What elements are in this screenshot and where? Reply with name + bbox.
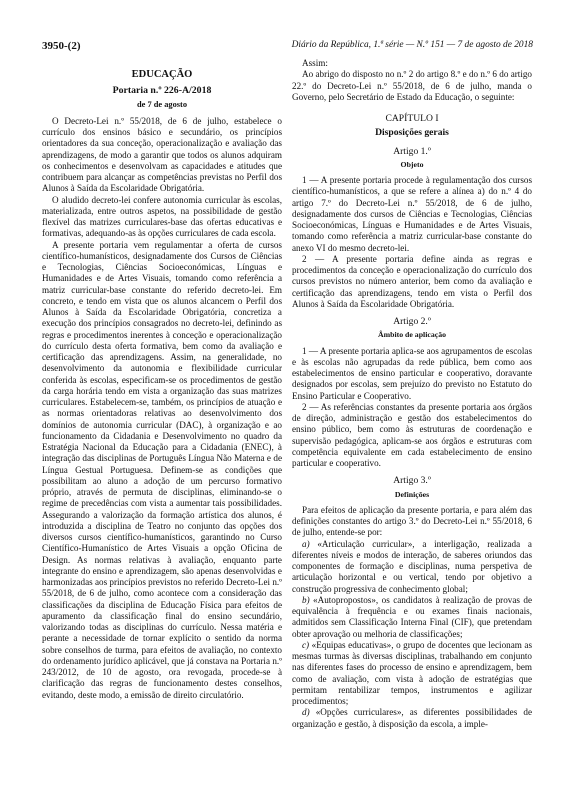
definition-letter: c) (302, 639, 310, 650)
page-number: 3950-(2) (42, 40, 81, 52)
assim-text: Assim: (302, 58, 328, 68)
article-1-title: Objeto (400, 159, 424, 169)
article-3-title: Definições (394, 489, 430, 499)
section-heading: EDUCAÇÃO (131, 69, 193, 80)
ao-abrigo-text: Ao abrigo do disposto no n.º 2 do artigo 8.º e do n.º 6 do artigo 22.º do Decreto-Lei n.º 55/2018, de 6 de julho, manda o Governo, pelo Secretário de Estado da Educação, o seguinte: (292, 69, 532, 102)
right-column (292, 58, 532, 730)
definition-b (292, 595, 532, 640)
definition-d (292, 707, 532, 730)
article-2-title: Âmbito de aplicação (377, 330, 446, 340)
article-2-heading: Artigo 2.º (393, 316, 431, 327)
definition-text: «Equipas educativas», o grupo de docentes que lecionam as mesmas turmas às diversas disciplinas, trabalhando em conjunto nas diferentes fases do processo de ensino e aprendizagem, bem como de avaliação, com vista à adoção de estratégias que permitam rentabilizar tempos, instrumentos e agilizar procedimentos; (292, 639, 532, 706)
definition-letter: a) (302, 538, 310, 549)
portaria-title: Portaria n.º 226-A/2018 (112, 85, 212, 97)
definition-text: «Opções curriculares», as diferentes possibilidades de organização e gestão, à disposição da escola, a imple- (292, 707, 532, 729)
article-1-paragraph-2: 2 — A presente portaria define ainda as regras e procedimentos da conceção e operacionalização do currículo dos cursos previstos no número anterior, bem como da avaliação e certificação das aprendizagens, tendo em vista o Perfil dos Alunos à Saída da Escolaridade Obrigatória. (292, 253, 532, 309)
definition-a (292, 539, 532, 595)
paragraph: O aludido decreto-lei confere autonomia curricular às escolas, materializada, entre outros aspetos, na possibilidade de gestão flexível das matrizes curriculares-base das ofertas educativas e formativas, adequando-as às opções curriculares de cada escola. (42, 194, 282, 239)
chapter-title: Disposições gerais (375, 127, 449, 139)
definition-text: «Autopropostos», os candidatos à realização de provas de equivalência à frequência e ou exames finais nacionais, admitidos sem Classificação Interna Final (CIF), que pretendam obter aprovação ou melhoria de classificações; (292, 594, 532, 639)
paragraph: O Decreto-Lei n.º 55/2018, de 6 de julho, estabelece o currículo dos ensinos básico e secundário, os princípios orientadores da sua conceção, operacionalização e avaliação das aprendizagens, de modo a garantir que todos os alunos adquiram os conhecimentos e desenvolvam as capacidades e atitudes que contribuem para alcançar as competências previstas no Perfil dos Alunos à Saída da Escolaridade Obrigatória. (42, 115, 282, 194)
definition-c (292, 640, 532, 708)
article-1-paragraph-1: 1 — A presente portaria procede à regulamentação dos cursos científico-humanísticos, a que se refere a alínea a) do n.º 4 do artigo 7.º do Decreto-Lei n.º 55/2018, de 6 de julho, designadamente dos cursos de Ciências e Tecnologias, Ciências Socioeconómicas, Línguas e Humanidades e de Artes Visuais, tomando como referência a matriz curricular-base constante do anexo VI do mesmo decreto-lei. (292, 175, 532, 253)
page-header (42, 40, 533, 54)
left-column (42, 62, 282, 701)
chapter-heading: CAPÍTULO I (385, 113, 439, 124)
journal-title: Diário da República, 1.ª série — N.º 151 — 7 de agosto de 2018 (291, 40, 533, 50)
article-2-paragraph-2: 2 — As referências constantes da presente portaria aos órgãos de direção, administração e gestão dos estabelecimentos do ensino público, bem como às estruturas de coordenação e supervisão pedagógica, aplicam-se aos órgãos e estruturas com competência equivalente em cada estabelecimento de ensino particular e cooperativo. (292, 401, 532, 468)
portaria-date: de 7 de agosto (136, 99, 188, 109)
paragraph: A presente portaria vem regulamentar a oferta de cursos científico-humanísticos, designadamente dos Cursos de Ciências e Tecnologias, Ciências Socioeconómicas, Línguas e Humanidades e de Artes Visuais, tomando como referência a matriz curricular-base constante do referido decreto-lei. Em concreto, e tendo em vista que os alunos alcancem o Perfil dos Alunos à Saída da Escolaridade Obrigatória, concretiza a execução dos princípios consagrados no decreto-lei, definindo as regras e procedimentos inerentes à conceção e operacionalização do currículo desta oferta formativa, bem como da avaliação e certificação das aprendizagens. Assim, na generalidade, no desenvolvimento da autonomia e flexibilidade curricular conferida às escolas, especificam-se os procedimentos de gestão da carga horária tendo em vista a organização das suas matrizes curriculares. Estabelecem-se, também, os princípios de atuação e as normas orientadoras relativas ao desenvolvimento dos domínios de autonomia curricular (DAC), à organização e ao funcionamento da Cidadania e Desenvolvimento no quadro da Estratégia Nacional da Educação para a Cidadania (ENEC), à integração das disciplinas de Português Língua Não Materna e de Língua Gestual Portuguesa. Definem-se as condições que possibilitam ao aluno a adoção de um percurso formativo próprio, através de permuta de disciplinas, eliminando-se o regime de precedências com vista a aumentar tais possibilidades. Assegurando a valorização da formação artística dos alunos, é introduzida a disciplina de Teatro no conjunto das opções dos diversos cursos científico-humanísticos, garantindo no Curso Científico-Humanístico de Artes Visuais a opção Oficina de Design. As normas relativas à avaliação, enquanto parte integrante do ensino e aprendizagem, são apenas desenvolvidas e harmonizadas aos princípios previstos no referido Decreto-Lei n.º 55/2018, de 6 de julho, como acontece com a consideração das classificações da disciplina de Educação Física para efeitos de apuramento da classificação final do ensino secundário, valorizando todas as disciplinas do currículo. Nessa matéria e perante a necessidade de tornar explícito o sentido da norma sobre conselhos de turma, para efeitos de avaliação, no contexto do ordenamento jurídico aplicável, que já constava na Portaria n.º 243/2012, de 10 de agosto, ora revogada, procede-se à clarificação das regras de funcionamento destes conselhos, evitando, deste modo, a emissão de direito circulatório. (42, 239, 282, 700)
definition-letter: d) (302, 707, 310, 718)
article-3-intro: Para efeitos de aplicação da presente portaria, e para além das definições constantes do artigo 3.º do Decreto-Lei n.º 55/2018, 6 de julho, entende-se por: (292, 504, 532, 538)
article-1-heading: Artigo 1.º (393, 145, 431, 157)
article-3-heading: Artigo 3.º (393, 475, 431, 487)
article-2-paragraph-1: 1 — A presente portaria aplica-se aos agrupamentos de escolas e às escolas não agrupadas da rede pública, bem como aos estabelecimentos de ensino particular e cooperativo, doravante designados por escolas, sem prejuízo do previsto no Estatuto do Ensino Particular e Cooperativo. (292, 345, 532, 401)
definition-text: «Articulação curricular», a interligação, realizada a diferentes níveis e modos de interação, de saberes oriundos das componentes de formação e disciplinas, numa perspetiva de articulação horizontal e ou vertical, tendo por objetivo a construção progressiva de conhecimento global; (292, 538, 532, 594)
definition-letter: b) (302, 594, 310, 605)
